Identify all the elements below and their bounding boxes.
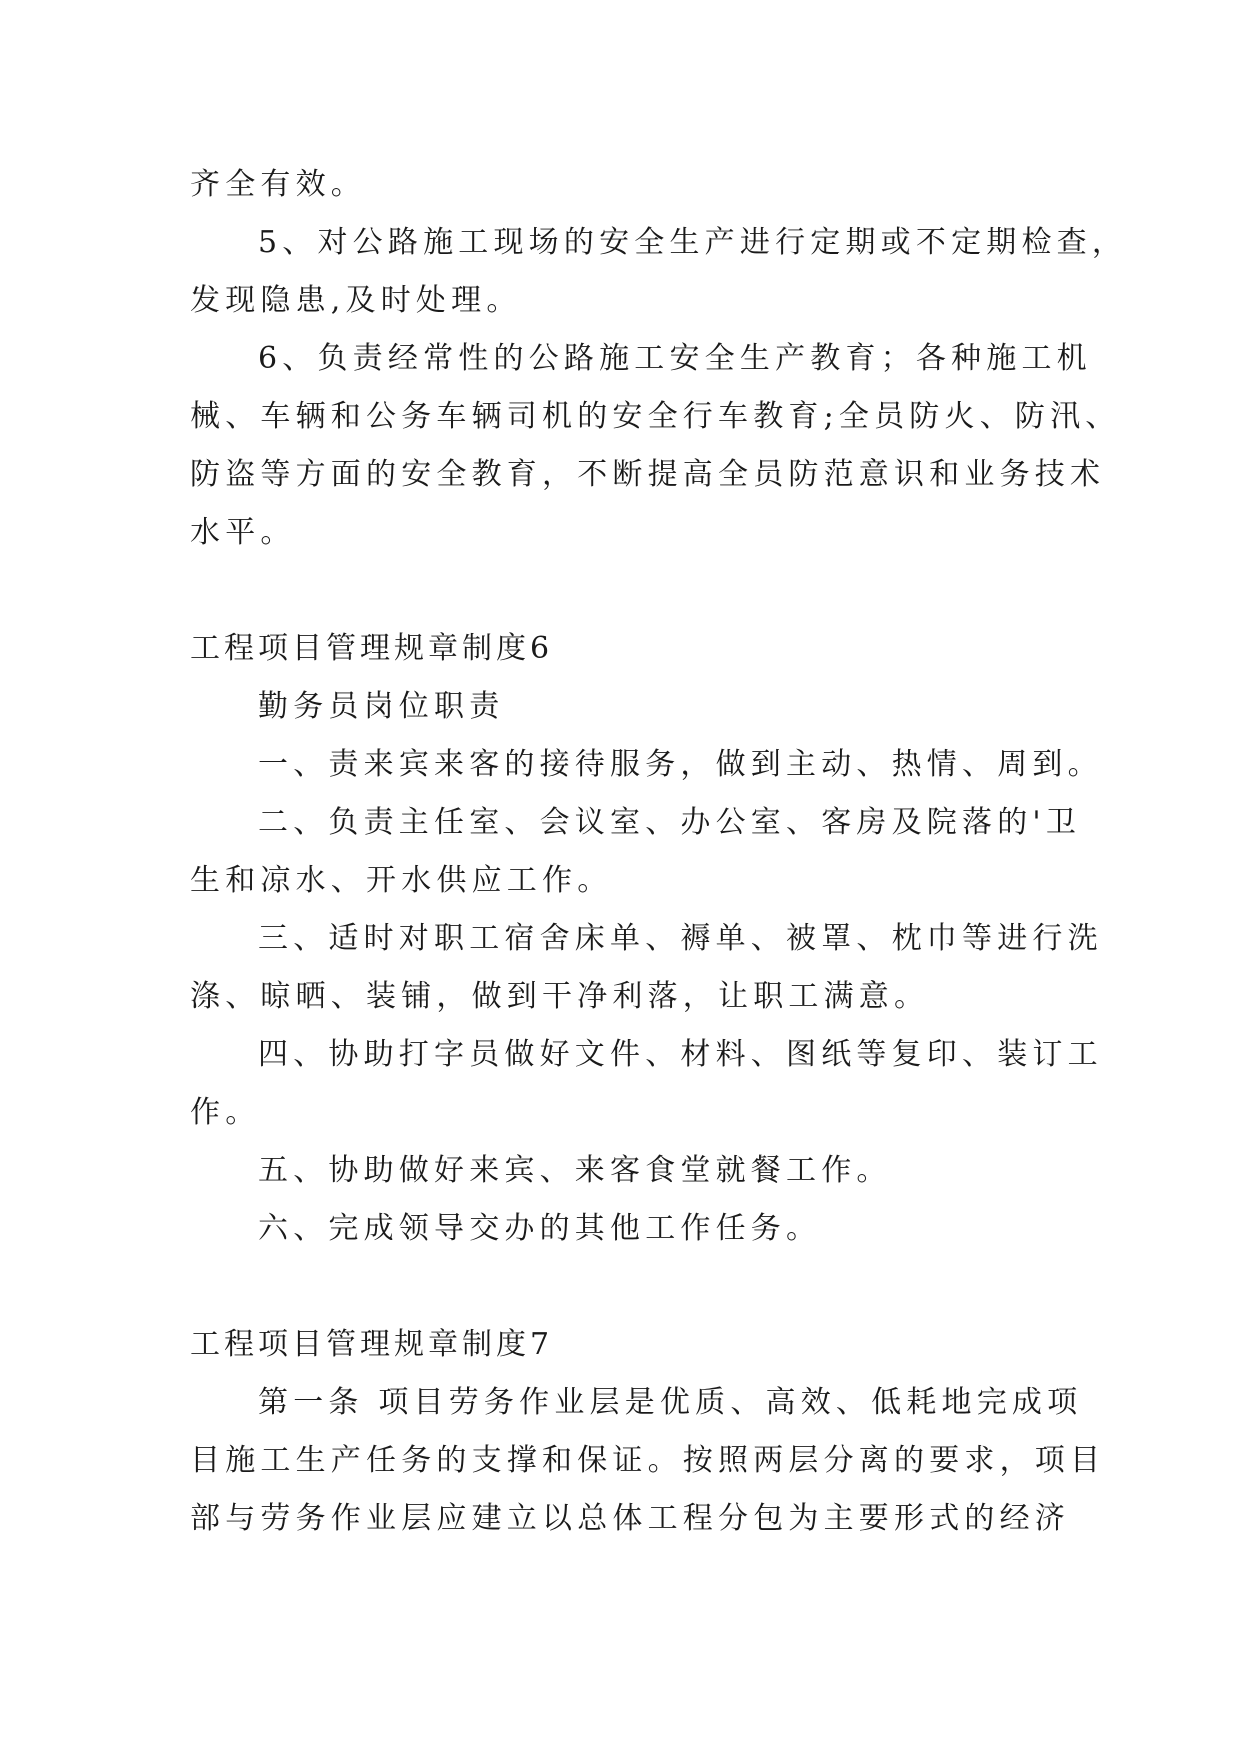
paragraph-line: 第一条 项目劳务作业层是优质、高效、低耗地完成项 [258, 1385, 1083, 1420]
paragraph-line: 二、负责主任室、会议室、办公室、客房及院落的'卫 [258, 805, 1082, 840]
paragraph-line: 发现隐患,及时处理。 [190, 283, 522, 318]
section-heading: 工程项目管理规章制度6 [190, 631, 554, 666]
paragraph-line: 五、协助做好来宾、来客食堂就餐工作。 [258, 1153, 892, 1188]
paragraph-line: 齐全有效。 [190, 167, 366, 202]
paragraph-line: 水平。 [190, 515, 296, 550]
paragraph-line: 部与劳务作业层应建立以总体工程分包为主要形式的经济 [190, 1501, 1070, 1536]
paragraph-line: 作。 [190, 1095, 261, 1130]
section-subtitle: 勤务员岗位职责 [258, 689, 505, 724]
paragraph-line: 目施工生产任务的支撑和保证。按照两层分离的要求，项目 [190, 1443, 1106, 1478]
paragraph-line: 一、责来宾来客的接待服务，做到主动、热情、周到。 [258, 747, 1103, 782]
paragraph-line: 械、车辆和公务车辆司机的安全行车教育;全员防火、防汛、 [190, 399, 1121, 434]
paragraph-line: 6、负责经常性的公路施工安全生产教育；各种施工机 [258, 341, 1092, 376]
paragraph-line: 四、协助打字员做好文件、材料、图纸等复印、装订工 [258, 1037, 1103, 1072]
paragraph-line: 涤、晾晒、装铺，做到干净利落，让职工满意。 [190, 979, 930, 1014]
paragraph-line: 三、适时对职工宿舍床单、褥单、被罩、枕巾等进行洗 [258, 921, 1103, 956]
paragraph-line: 5、对公路施工现场的安全生产进行定期或不定期检查， [258, 225, 1128, 260]
paragraph-line: 生和凉水、开水供应工作。 [190, 863, 613, 898]
section-heading: 工程项目管理规章制度7 [190, 1327, 554, 1362]
paragraph-line: 防盗等方面的安全教育，不断提高全员防范意识和业务技术 [190, 457, 1106, 492]
paragraph-line: 六、完成领导交办的其他工作任务。 [258, 1211, 822, 1246]
